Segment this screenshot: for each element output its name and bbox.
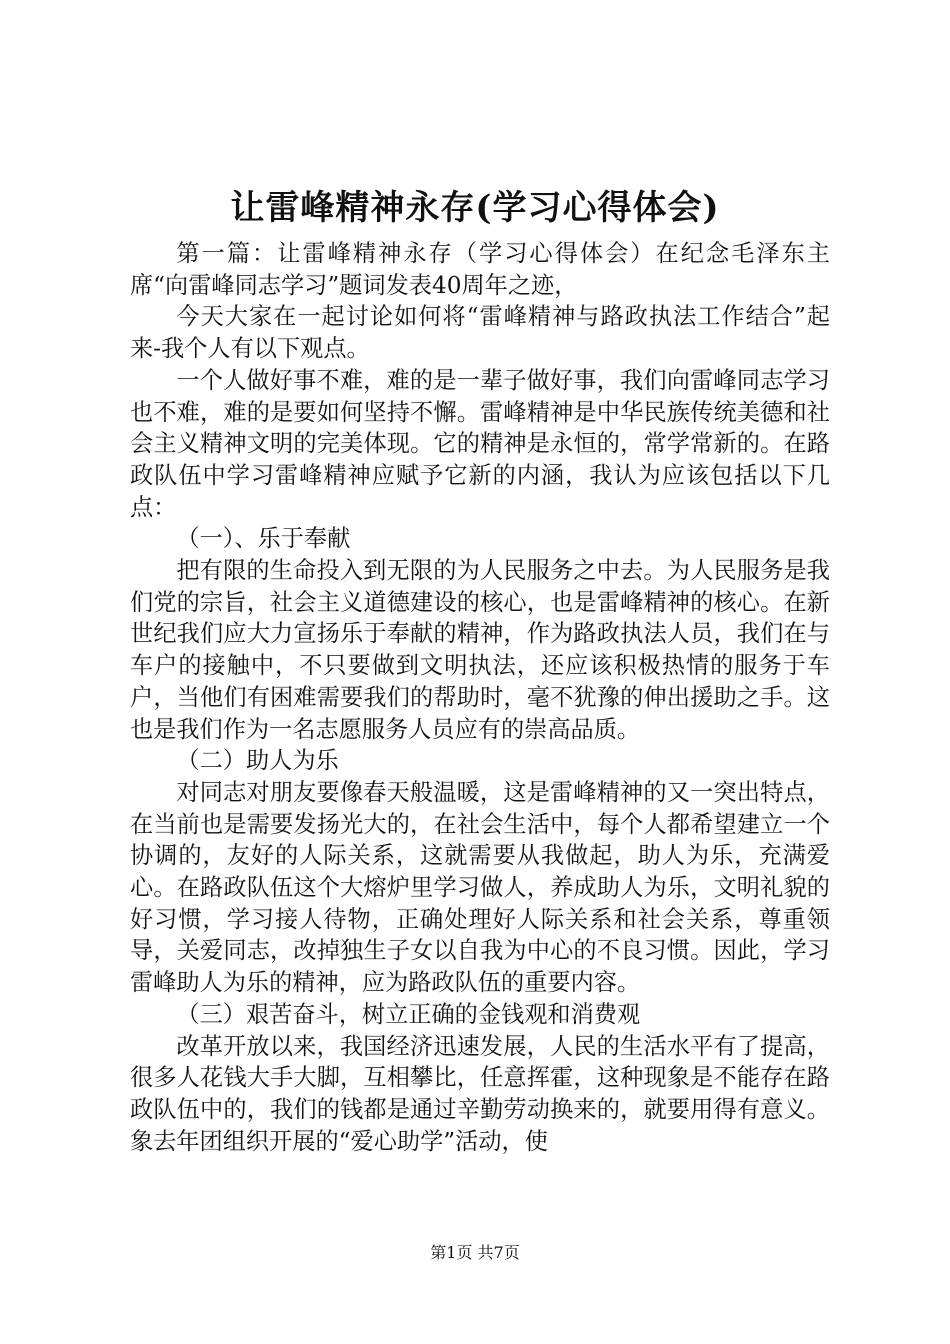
paragraph-section-3: 改革开放以来，我国经济迅速发展，人民的生活水平有了提高，很多人花钱大手大脚，互相攀比，任意挥霍，这种现象是不能存在路政队伍中的，我们的钱都是通过辛勤劳动换来的，就要用得有意义。象去年团组织开展的“爱心助学”活动，使 (130, 1032, 830, 1155)
paragraph-overview: 一个人做好事不难，难的是一辈子做好事，我们向雷峰同志学习也不难，难的是要如何坚持不懈。雷峰精神是中华民族传统美德和社会主义精神文明的完美体现。它的精神是永恒的，常学常新的。在路政队伍中学习雷峰精神应赋予它新的内涵，我认为应该包括以下几点： (130, 366, 830, 521)
section-heading-2: （二）助人为乐 (176, 747, 339, 775)
document-body (130, 238, 830, 1157)
page-number-footer: 第1页 共7页 (430, 1243, 520, 1262)
section-heading-1: （一）、乐于奉献 (176, 525, 351, 553)
document-title: 让雷峰精神永存(学习心得体会) (230, 188, 720, 228)
paragraph-section-2: 对同志对朋友要像春天般温暖，这是雷峰精神的又一突出特点，在当前也是需要发扬光大的，在社会生活中，每个人都希望建立一个协调的，友好的人际关系，这就需要从我做起，助人为乐，充满爱心。在路政队伍这个大熔炉里学习做人，养成助人为乐，文明礼貌的好习惯，学习接人待物，正确处理好人际关系和社会关系，尊重领导，关爱同志，改掉独生子女以自我为中心的不良习惯。因此，学习雷峰助人为乐的精神，应为路政队伍的重要内容。 (130, 778, 830, 997)
section-heading-3: （三）艰苦奋斗，树立正确的金钱观和消费观 (176, 1000, 641, 1028)
paragraph-section-1: 把有限的生命投入到无限的为人民服务之中去。为人民服务是我们党的宗旨，社会主义道德建设的核心，也是雷峰精神的核心。在新世纪我们应大力宣扬乐于奉献的精神，作为路政执法人员，我们在与车户的接触中，不只要做到文明执法，还应该积极热情的服务于车户，当他们有困难需要我们的帮助时，毫不犹豫的伸出援助之手。这也是我们作为一名志愿服务人员应有的崇高品质。 (130, 557, 830, 743)
paragraph-intro: 第一篇：让雷峰精神永存（学习心得体会）在纪念毛泽东主席“向雷峰同志学习”题词发表40周年之迹， (130, 240, 830, 299)
paragraph-discussion: 今天大家在一起讨论如何将“雷峰精神与路政执法工作结合”起来-我个人有以下观点。 (130, 303, 830, 363)
